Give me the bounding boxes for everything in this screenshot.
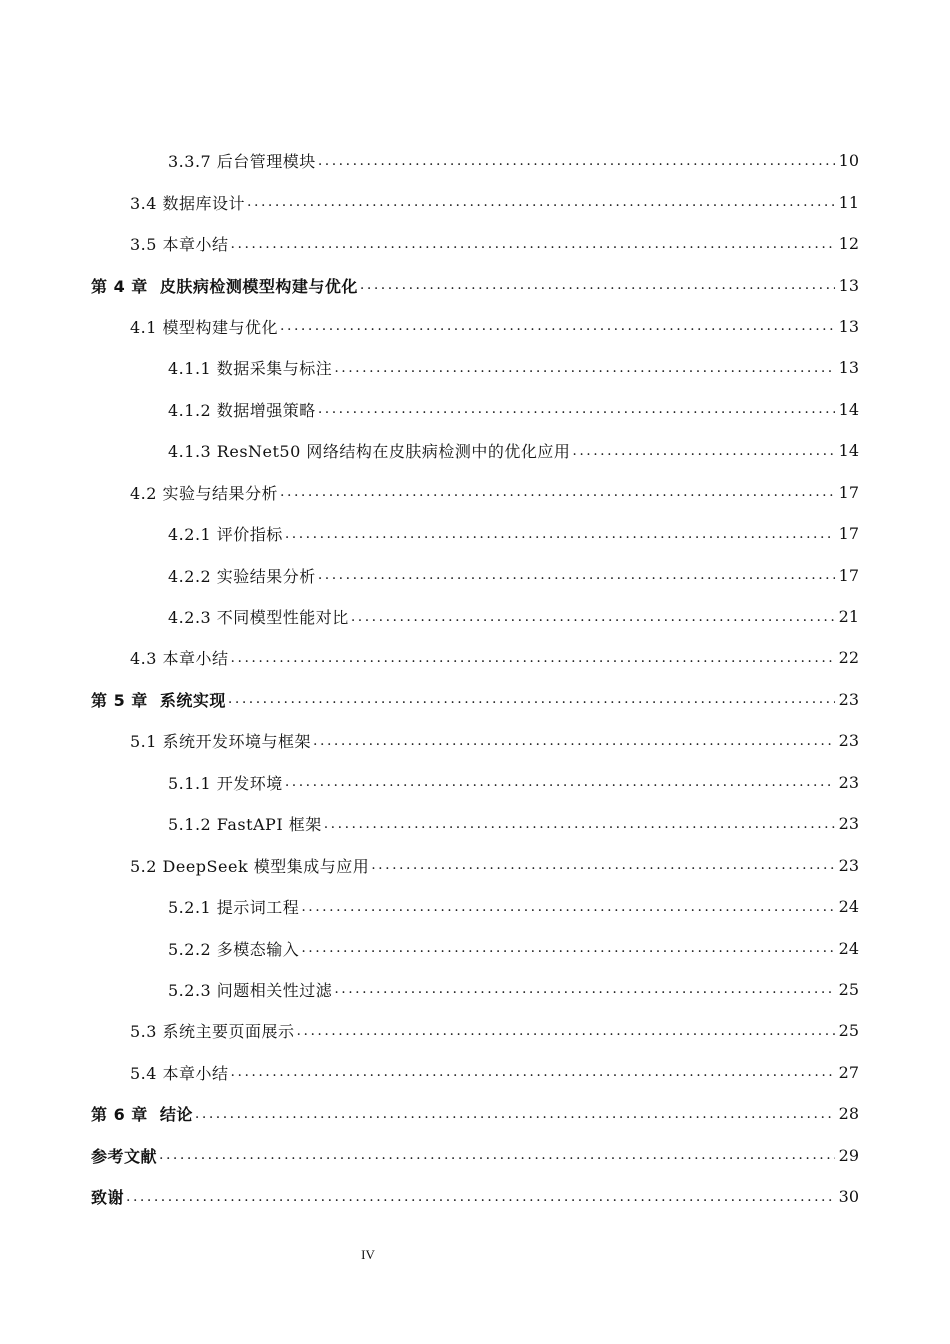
toc-entry[interactable] bbox=[0, 969, 950, 1010]
toc-entry-title: 4.2.1 评价指标 bbox=[168, 525, 283, 545]
toc-page-number: 13 bbox=[838, 275, 859, 295]
toc-dot-leader bbox=[318, 153, 835, 169]
toc-entry-title: 4.1.2 数据增强策略 bbox=[168, 400, 316, 420]
toc-entry[interactable] bbox=[0, 1010, 950, 1051]
toc-page-number: 22 bbox=[838, 648, 859, 668]
toc-entry-title: 4.1.1 数据采集与标注 bbox=[168, 359, 333, 379]
toc-page-number: 25 bbox=[838, 1021, 859, 1041]
toc-entry[interactable] bbox=[0, 762, 950, 803]
toc-entry-title: 4.1 模型构建与优化 bbox=[130, 317, 279, 337]
toc-dot-leader bbox=[371, 857, 835, 873]
toc-entry[interactable] bbox=[0, 306, 950, 347]
toc-entry-title: 致谢 bbox=[91, 1188, 125, 1208]
toc-page-number: 25 bbox=[838, 979, 859, 999]
toc-entry-title: 4.1.3 ResNet50 网络结构在皮肤病检测中的优化应用 bbox=[168, 442, 571, 462]
toc-entry[interactable] bbox=[0, 1176, 950, 1217]
toc-entry-title: 5.2 DeepSeek 模型集成与应用 bbox=[130, 856, 370, 876]
toc-page-number: 10 bbox=[838, 151, 859, 171]
toc-entry-title: 4.2.3 不同模型性能对比 bbox=[168, 608, 349, 628]
toc-entry[interactable] bbox=[0, 1093, 950, 1134]
toc-dot-leader bbox=[301, 940, 835, 956]
toc-entry[interactable] bbox=[0, 140, 950, 181]
toc-entry[interactable] bbox=[0, 803, 950, 844]
toc-entry[interactable] bbox=[0, 264, 950, 305]
toc-dot-leader bbox=[313, 733, 835, 749]
toc-entry-title: 5.1.1 开发环境 bbox=[168, 773, 283, 793]
toc-dot-leader bbox=[301, 899, 835, 915]
toc-page-number: 13 bbox=[838, 316, 859, 336]
toc-entry[interactable] bbox=[0, 513, 950, 554]
toc-dot-leader bbox=[297, 1023, 835, 1039]
toc-entry-title: 4.3 本章小结 bbox=[130, 649, 229, 669]
toc-page-number: 28 bbox=[838, 1104, 859, 1124]
toc-entry-title: 4.2 实验与结果分析 bbox=[130, 483, 279, 503]
toc-entry[interactable] bbox=[0, 347, 950, 388]
toc-entry[interactable] bbox=[0, 430, 950, 471]
toc-entry-title: 4.2.2 实验结果分析 bbox=[168, 566, 316, 586]
toc-page-number: 17 bbox=[838, 524, 859, 544]
toc-entry[interactable] bbox=[0, 181, 950, 222]
toc-dot-leader bbox=[228, 691, 835, 707]
toc-entry[interactable] bbox=[0, 389, 950, 430]
toc-entry-title: 第 4 章 皮肤病检测模型构建与优化 bbox=[91, 276, 358, 296]
toc-dot-leader bbox=[280, 318, 835, 334]
toc-dot-leader bbox=[231, 650, 835, 666]
toc-page-number: 13 bbox=[838, 358, 859, 378]
toc-page-number: 14 bbox=[838, 441, 859, 461]
toc-dot-leader bbox=[318, 401, 835, 417]
toc-entry-title: 第 6 章 结论 bbox=[91, 1105, 193, 1125]
toc-page-number: 23 bbox=[838, 689, 859, 709]
toc-entry-title: 3.5 本章小结 bbox=[130, 235, 229, 255]
table-of-contents bbox=[0, 140, 950, 1217]
toc-entry-title: 5.1 系统开发环境与框架 bbox=[130, 732, 312, 752]
toc-entry[interactable] bbox=[0, 223, 950, 264]
toc-entry[interactable] bbox=[0, 927, 950, 968]
toc-entry-title: 5.4 本章小结 bbox=[130, 1063, 229, 1083]
toc-page-number: 17 bbox=[838, 482, 859, 502]
toc-page-number: 23 bbox=[838, 855, 859, 875]
toc-dot-leader bbox=[360, 277, 835, 293]
toc-entry-title: 5.3 系统主要页面展示 bbox=[130, 1022, 295, 1042]
toc-dot-leader bbox=[351, 609, 835, 625]
toc-dot-leader bbox=[324, 816, 835, 832]
toc-entry[interactable] bbox=[0, 720, 950, 761]
toc-page-number: 23 bbox=[838, 814, 859, 834]
toc-page-number: 21 bbox=[838, 607, 859, 627]
toc-dot-leader bbox=[247, 194, 835, 210]
toc-dot-leader bbox=[334, 360, 835, 376]
toc-page-number: 29 bbox=[838, 1145, 859, 1165]
toc-dot-leader bbox=[195, 1106, 835, 1122]
toc-page-number: 17 bbox=[838, 565, 859, 585]
toc-dot-leader bbox=[285, 526, 835, 542]
toc-page-number: 23 bbox=[838, 731, 859, 751]
toc-page-number: 12 bbox=[838, 234, 859, 254]
toc-entry[interactable] bbox=[0, 637, 950, 678]
page-number-footer: IV bbox=[361, 1247, 375, 1262]
toc-entry-title: 5.2.3 问题相关性过滤 bbox=[168, 980, 333, 1000]
toc-entry-title: 第 5 章 系统实现 bbox=[91, 690, 226, 710]
toc-entry[interactable] bbox=[0, 886, 950, 927]
toc-entry[interactable] bbox=[0, 679, 950, 720]
toc-dot-leader bbox=[572, 443, 835, 459]
toc-dot-leader bbox=[126, 1189, 835, 1205]
toc-entry-title: 5.2.1 提示词工程 bbox=[168, 898, 300, 918]
toc-entry[interactable] bbox=[0, 554, 950, 595]
toc-dot-leader bbox=[231, 236, 835, 252]
toc-entry[interactable] bbox=[0, 1052, 950, 1093]
toc-dot-leader bbox=[334, 981, 835, 997]
toc-entry[interactable] bbox=[0, 472, 950, 513]
toc-dot-leader bbox=[280, 484, 835, 500]
toc-page-number: 14 bbox=[838, 399, 859, 419]
toc-entry[interactable] bbox=[0, 596, 950, 637]
toc-dot-leader bbox=[159, 1147, 835, 1163]
toc-dot-leader bbox=[318, 567, 835, 583]
toc-entry-title: 3.4 数据库设计 bbox=[130, 193, 246, 213]
toc-entry-title: 3.3.7 后台管理模块 bbox=[168, 152, 316, 172]
toc-page-number: 30 bbox=[838, 1187, 859, 1207]
toc-page-number: 23 bbox=[838, 772, 859, 792]
toc-dot-leader bbox=[231, 1064, 835, 1080]
toc-page-number: 24 bbox=[838, 897, 859, 917]
toc-page-number: 27 bbox=[838, 1062, 859, 1082]
toc-entry-title: 5.2.2 多模态输入 bbox=[168, 939, 300, 959]
toc-entry[interactable] bbox=[0, 844, 950, 885]
toc-entry-title: 参考文献 bbox=[91, 1146, 158, 1166]
toc-page-number: 24 bbox=[838, 938, 859, 958]
toc-page-number: 11 bbox=[838, 192, 859, 212]
toc-entry-title: 5.1.2 FastAPI 框架 bbox=[168, 815, 322, 835]
toc-dot-leader bbox=[285, 774, 835, 790]
toc-entry[interactable] bbox=[0, 1135, 950, 1176]
